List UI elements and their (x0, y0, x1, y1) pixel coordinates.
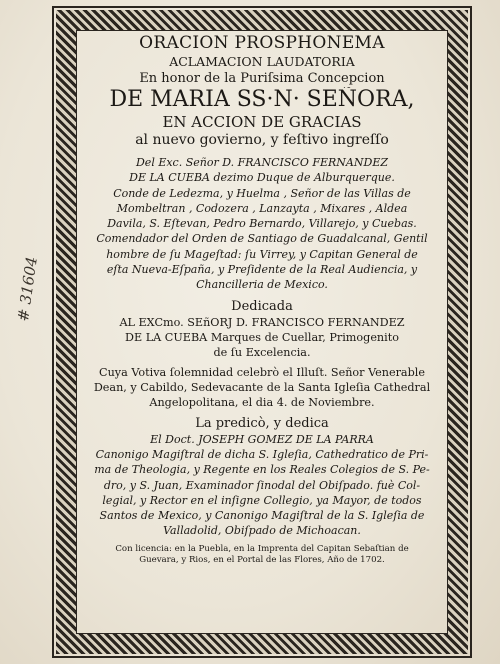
preacher-line: Canonigo Magiſtral de dicha S. Igleſia, Cathedratico de Pri- (95, 447, 429, 461)
solemnity-line: Angelopolitana, el dia 4. de Noviembre. (149, 395, 375, 409)
title-line-4: DE MARIA SS·N· SEÑORA, (109, 87, 415, 112)
honoree-line: hombre de ſu Mageſtad: ſu Virrey, y Capitan General de (106, 247, 418, 261)
preacher-heading: La predicò, y dedica (195, 415, 329, 431)
title-line-5: EN ACCION DE GRACIAS (162, 113, 362, 131)
title-page-text (80, 32, 444, 630)
honoree-line: Mombeltran , Codozera , Lanzayta , Mixares , Aldea (116, 201, 408, 215)
honoree-line: Comendador del Orden de Santiago de Guadalcanal, Gentil (96, 232, 428, 246)
preacher-line: dro, y S. Juan, Examinador ſinodal del Obiſpado. fuè Col- (103, 478, 421, 492)
solemnity-line: Dean, y Cabildo, Sedevacante de la Santa Igleſia Cathedral (93, 380, 431, 394)
honoree-line: DE LA CUEBA dezimo Duque de Alburquerque. (129, 171, 395, 185)
preacher-line: legial, y Rector en el inſigne Collegio, ya Mayor, de todos (102, 493, 422, 507)
honoree-line: Conde de Ledezma, y Huelma , Señor de las Villas de (113, 186, 411, 200)
imprint-line: Con licencia: en la Puebla, en la Imprenta del Capitan Sebaſtian de (115, 543, 409, 554)
preacher-line: Santos de Mexico, y Canonigo Magiſtral de la S. Igleſia de (99, 509, 425, 523)
imprint-line: Guevara, y Rios, en el Portal de las Flores, Año de 1702. (139, 554, 385, 565)
title-line-3: En honor de la Puriſsima Concepcion (139, 71, 385, 86)
title-line-1: ORACION PROSPHONEMA (139, 33, 385, 53)
dedication-heading: Dedicada (231, 298, 293, 314)
preacher-line: El Doct. JOSEPH GOMEZ DE LA PARRA (150, 432, 374, 446)
honoree-line: eſta Nueva-Eſpaña, y Preſidente de la Real Audiencia, y (106, 263, 418, 277)
honoree-line: Davila, S. Eſtevan, Pedro Bernardo, Villarejo, y Cuebas. (107, 217, 417, 231)
handwritten-catalog-number: # 31604 (14, 255, 41, 323)
solemnity-line: Cuya Votiva ſolemnidad celebrò el Illuſt. Señor Venerable (99, 365, 425, 379)
honoree-line: Del Exc. Señor D. FRANCISCO FERNANDEZ (135, 156, 388, 169)
dedication-line: de ſu Excelencia. (213, 345, 311, 359)
preacher-line: ma de Theologia, y Regente en los Reales Colegios de S. Pe- (94, 463, 430, 477)
preacher-line: Valladolid, Obiſpado de Michoacan. (163, 524, 361, 538)
title-line-6: al nuevo govierno, y feſtivo ingreſſo (135, 132, 389, 148)
dedication-line: AL EXCmo. SEñORJ D. FRANCISCO FERNANDEZ (119, 315, 405, 329)
dedication-line: DE LA CUEBA Marques de Cuellar, Primogenito (125, 330, 399, 344)
title-line-2: ACLAMACION LAUDATORIA (169, 54, 355, 69)
honoree-line: Chancilleria de Mexico. (196, 278, 328, 292)
